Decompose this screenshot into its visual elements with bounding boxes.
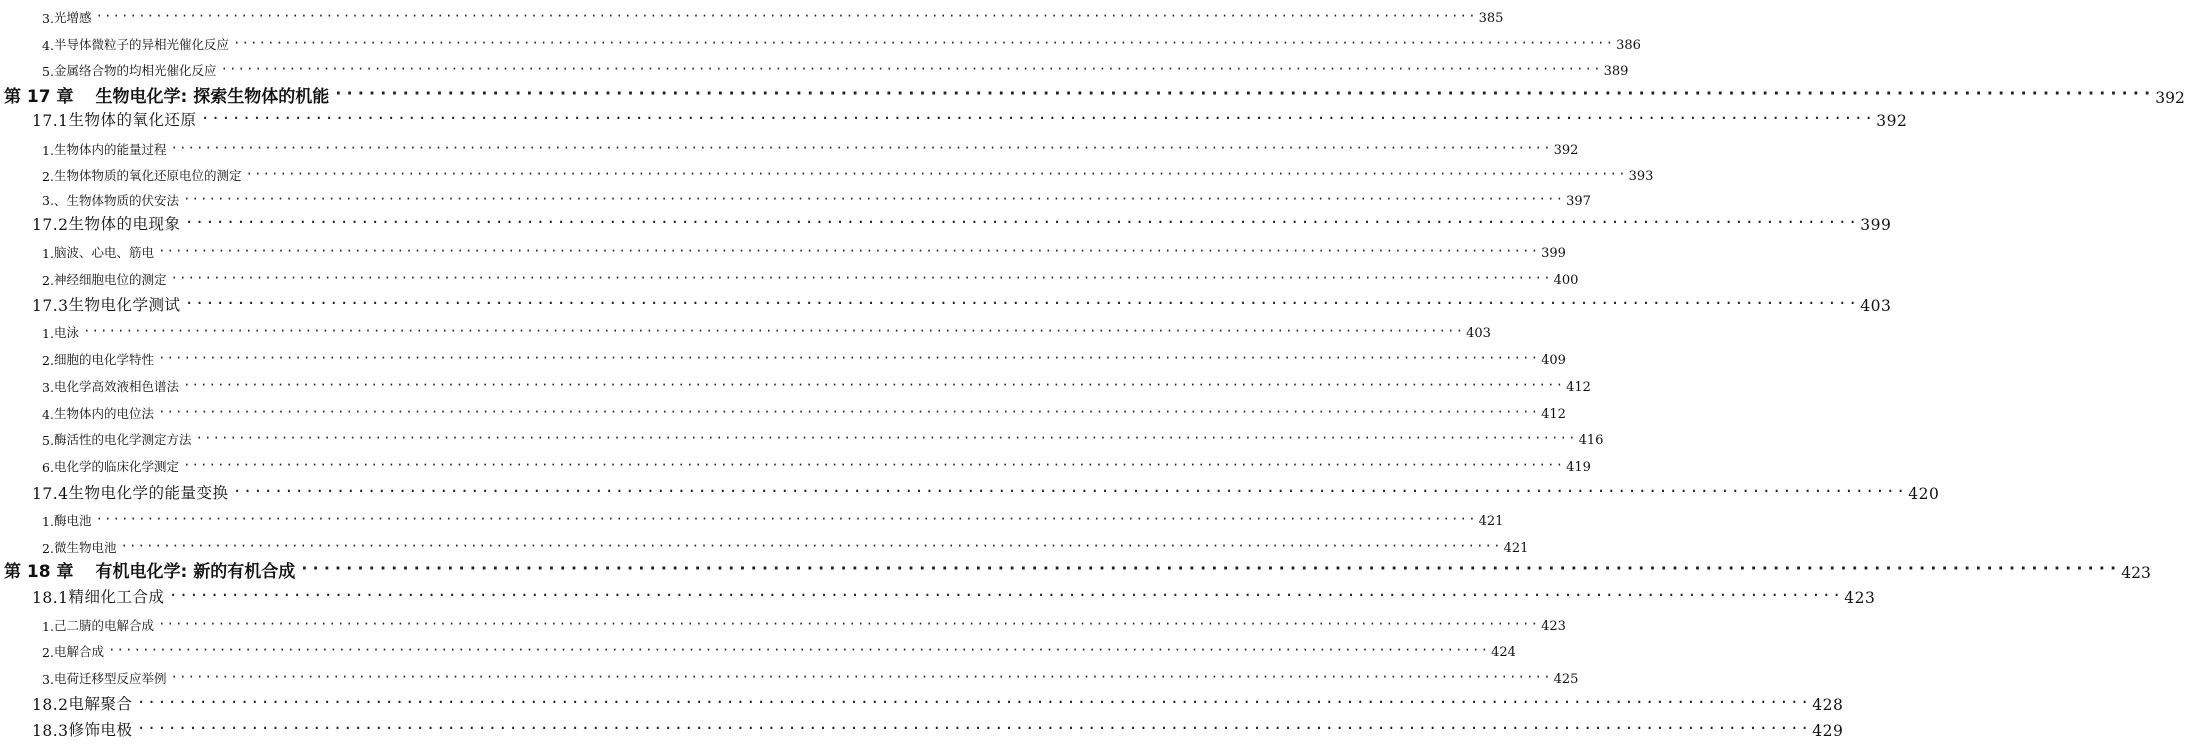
entry-page-number: 412	[1566, 380, 1591, 395]
toc-entry[interactable]	[0, 266, 1579, 288]
section-title: 生物体的电现象	[68, 215, 181, 233]
entry-page-number: 399	[1541, 246, 1566, 261]
entry-title: 微生物电池	[53, 540, 117, 555]
entry-title: 生物体物质的伏安法	[66, 193, 179, 208]
toc-entry[interactable]	[0, 346, 1566, 368]
entry-page-number: 416	[1578, 433, 1604, 448]
entry-title: 半导体微粒子的异相光催化反应	[53, 37, 229, 52]
entry-page-number: 403	[1466, 326, 1491, 341]
entry-page-number: 420	[1908, 485, 1940, 503]
entry-number: 3.	[42, 380, 54, 395]
dot-leader	[201, 111, 1875, 127]
entry-page-number: 392	[1876, 112, 1908, 130]
dot-leader	[170, 272, 1551, 285]
entry-page-number: 392	[2155, 89, 2185, 107]
toc-section-entry[interactable]	[0, 716, 1844, 740]
section-number: 17.4	[32, 485, 69, 503]
toc-entry[interactable]	[0, 31, 1641, 53]
toc-entry[interactable]	[0, 638, 1516, 660]
dot-leader	[158, 245, 1539, 258]
entry-page-number: 421	[1478, 514, 1504, 529]
toc-entry[interactable]	[0, 4, 1504, 26]
toc-section-entry[interactable]	[0, 106, 1908, 130]
entry-page-number: 397	[1566, 194, 1591, 209]
toc-entry[interactable]	[0, 187, 1591, 209]
entry-title: 酶活性的电化学测定方法	[53, 432, 192, 447]
dot-leader	[95, 10, 1476, 23]
dot-leader	[137, 721, 1811, 737]
entry-page-number: 423	[2121, 564, 2151, 582]
entry-title: 电荷迁移型反应举例	[53, 671, 167, 686]
entry-number: 1.	[42, 246, 54, 261]
entry-page-number: 424	[1491, 645, 1516, 660]
entry-number: 2.	[42, 273, 54, 288]
entry-page-number: 421	[1503, 541, 1529, 556]
entry-number: 2.	[42, 645, 54, 660]
chapter-number: 第 17 章	[4, 87, 74, 107]
entry-number: 6.	[42, 460, 54, 475]
entry-number: 3.、	[42, 193, 67, 208]
section-title: 生物电化学测试	[68, 296, 181, 314]
entry-page-number: 385	[1478, 11, 1504, 26]
entry-number: 3.	[42, 11, 54, 26]
section-title: 精细化工合成	[68, 588, 165, 606]
dot-leader	[158, 352, 1539, 365]
entry-number: 1.	[42, 143, 54, 158]
section-number: 17.1	[32, 112, 69, 130]
entry-page-number: 393	[1628, 169, 1654, 184]
toc-entry[interactable]	[0, 507, 1504, 529]
entry-title: 酶电池	[53, 513, 92, 528]
dot-leader	[183, 379, 1564, 392]
entry-number: 1.	[42, 619, 54, 634]
entry-title: 电解合成	[53, 644, 104, 659]
toc-entry[interactable]	[0, 400, 1566, 422]
entry-page-number: 400	[1553, 273, 1579, 288]
entry-title: 细胞的电化学特性	[53, 352, 154, 367]
entry-page-number: 429	[1812, 722, 1844, 740]
chapter-number: 第 18 章	[4, 562, 74, 582]
entry-page-number: 409	[1541, 353, 1566, 368]
dot-leader	[183, 459, 1564, 472]
dot-leader	[185, 215, 1859, 231]
dot-leader	[233, 37, 1614, 50]
toc-section-entry[interactable]	[0, 210, 1892, 234]
dot-leader	[120, 540, 1501, 553]
dot-leader	[220, 63, 1601, 76]
section-number: 18.3	[32, 722, 69, 740]
entry-number: 4.	[42, 407, 54, 422]
dot-leader	[95, 513, 1476, 526]
section-number: 17.2	[32, 216, 69, 234]
toc-entry[interactable]	[0, 239, 1566, 261]
toc-entry[interactable]	[0, 162, 1654, 184]
entry-number: 2.	[42, 169, 54, 184]
dot-leader	[183, 193, 1564, 206]
entry-page-number: 403	[1860, 297, 1892, 315]
entry-page-number: 428	[1812, 696, 1844, 714]
toc-chapter-entry[interactable]	[0, 81, 2185, 107]
toc-section-entry[interactable]	[0, 583, 1876, 607]
entry-title: 电化学的临床化学测定	[53, 459, 179, 474]
toc-entry[interactable]	[0, 612, 1566, 634]
toc-entry[interactable]	[0, 136, 1579, 158]
dot-leader	[108, 644, 1489, 657]
toc-section-entry[interactable]	[0, 690, 1844, 714]
toc-section-entry[interactable]	[0, 291, 1892, 315]
toc-entry[interactable]	[0, 426, 1604, 448]
entry-page-number: 423	[1541, 619, 1566, 634]
entry-number: 4.	[42, 38, 54, 53]
entry-number: 1.	[42, 326, 54, 341]
entry-page-number: 423	[1844, 589, 1876, 607]
toc-entry[interactable]	[0, 665, 1579, 687]
section-title: 生物电化学的能量变换	[68, 484, 229, 502]
dot-leader	[169, 588, 1843, 604]
section-number: 18.2	[32, 696, 69, 714]
entry-title: 神经细胞电位的测定	[53, 272, 167, 287]
entry-number: 2.	[42, 353, 54, 368]
toc-entry[interactable]	[0, 373, 1591, 395]
toc-entry[interactable]	[0, 534, 1529, 556]
entry-page-number: 412	[1541, 407, 1566, 422]
dot-leader	[195, 432, 1576, 445]
toc-entry[interactable]	[0, 319, 1491, 341]
section-number: 17.3	[32, 297, 69, 315]
section-title: 生物体的氧化还原	[68, 111, 197, 129]
toc-entry[interactable]	[0, 453, 1591, 475]
section-number: 18.1	[32, 589, 69, 607]
section-title: 电解聚合	[68, 695, 133, 713]
entry-title: 己二腈的电解合成	[53, 618, 154, 633]
entry-number: 1.	[42, 514, 54, 529]
dot-leader	[185, 296, 1859, 312]
dot-leader	[137, 695, 1811, 711]
entry-number: 5.	[42, 433, 54, 448]
entry-title: 电化学高效液相色谱法	[53, 379, 179, 394]
dot-leader	[233, 484, 1907, 500]
entry-title: 生物体内的电位法	[53, 406, 154, 421]
dot-leader	[170, 142, 1551, 155]
dot-leader	[245, 168, 1626, 181]
entry-page-number: 425	[1553, 672, 1579, 687]
entry-page-number: 389	[1603, 64, 1629, 79]
entry-title: 生物体内的能量过程	[53, 142, 167, 157]
entry-number: 2.	[42, 541, 54, 556]
chapter-title: 有机电化学: 新的有机合成	[95, 562, 296, 582]
toc-chapter-entry[interactable]	[0, 556, 2151, 582]
dot-leader	[158, 406, 1539, 419]
entry-title: 电泳	[53, 325, 79, 340]
toc-section-entry[interactable]	[0, 479, 1940, 503]
entry-title: 光增感	[53, 10, 92, 25]
entry-page-number: 399	[1860, 216, 1892, 234]
entry-title: 脑波、心电、筋电	[53, 245, 154, 260]
entry-number: 5.	[42, 64, 54, 79]
entry-page-number: 419	[1566, 460, 1591, 475]
dot-leader	[83, 325, 1464, 338]
entry-title: 生物体物质的氧化还原电位的测定	[53, 168, 242, 183]
section-title: 修饰电极	[68, 721, 133, 739]
dot-leader	[158, 618, 1539, 631]
entry-page-number: 386	[1616, 38, 1641, 53]
chapter-title: 生物电化学: 探索生物体的机能	[95, 87, 330, 107]
entry-page-number: 392	[1553, 143, 1579, 158]
toc-entry[interactable]	[0, 57, 1629, 79]
dot-leader	[299, 561, 2119, 578]
entry-title: 金属络合物的均相光催化反应	[53, 63, 217, 78]
dot-leader	[170, 671, 1551, 684]
dot-leader	[333, 86, 2153, 103]
entry-number: 3.	[42, 672, 54, 687]
